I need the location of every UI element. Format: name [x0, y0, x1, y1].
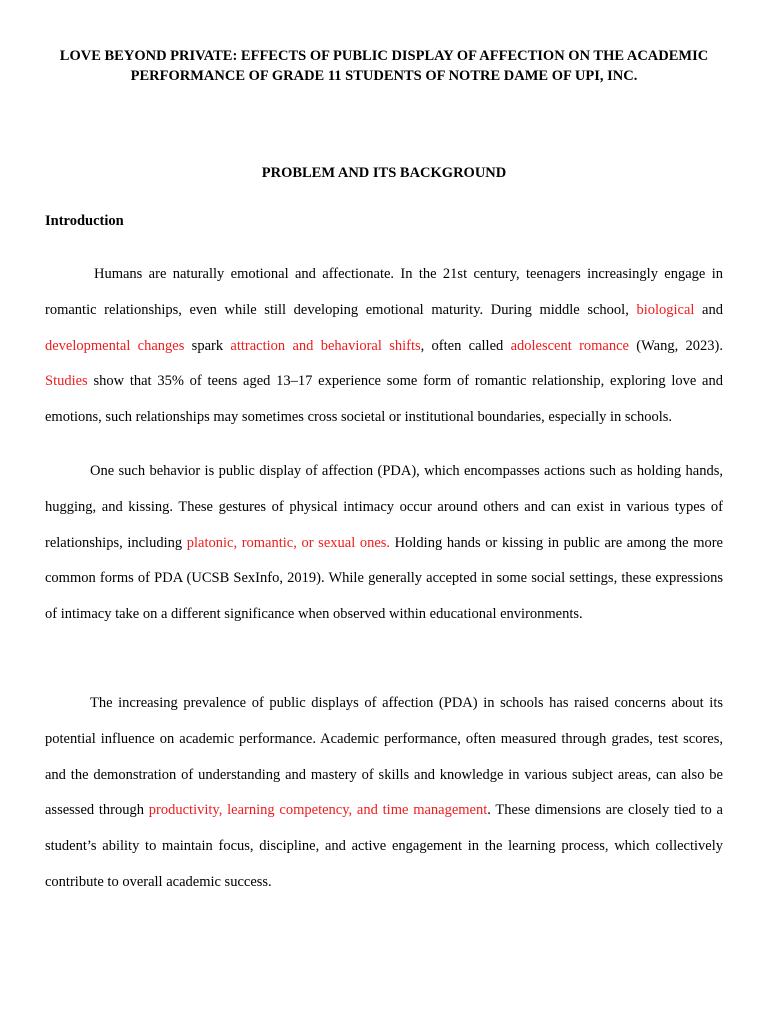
paragraph-2 — [45, 454, 723, 633]
highlighted-text: productivity, learning competency, and time management — [148, 802, 488, 819]
text-run: The increasing prevalence of public displays of affection (PDA) in schools has raised concerns about its potential influence on academic performance. Academic performance, often measured through grades, test scores, and the demonstration of understanding and mastery of skills and knowledge in various subject areas, can also be assessed through — [45, 695, 723, 819]
highlighted-text: Studies — [45, 373, 88, 390]
text-run: , often called — [420, 337, 511, 354]
text-run: One such behavior is public display of affection (PDA), which encompasses actions such as holding hands, hugging, and kissing. These gestures of physical intimacy occur around others and can exist in various types of relationships, including — [45, 463, 723, 551]
text-run: Humans are naturally emotional and affectionate. In the 21st century, teenagers increasingly engage in romantic relationships, even while still developing emotional maturity. During middle school, — [45, 266, 723, 318]
highlighted-text: attraction and behavioral shifts — [230, 337, 421, 354]
text-run: (Wang, 2023). — [629, 337, 723, 354]
highlighted-text: adolescent romance — [510, 337, 629, 354]
text-run: Holding hands or kissing in public are among the more common forms of PDA (UCSB SexInfo, 2019). While generally accepted in some social settings, these expressions of intimacy take on a different significance when observed within educational environments. — [45, 534, 723, 623]
text-run: show that 35% of teens aged 13–17 experience some form of romantic relationship, exploring love and emotions, such relationships may sometimes cross societal or institutional boundaries, especially in schools. — [45, 373, 723, 426]
text-run: and — [694, 301, 723, 318]
paragraph-1 — [45, 257, 723, 436]
document-title: LOVE BEYOND PRIVATE: EFFECTS OF PUBLIC DISPLAY OF AFFECTION ON THE ACADEMIC PERFORMANCE OF GRADE 11 STUDENTS OF NOTRE DAME OF UPI, INC. — [59, 48, 709, 84]
highlighted-text: platonic, romantic, or sexual ones. — [186, 534, 391, 551]
highlighted-text: biological — [636, 301, 695, 318]
paragraph-3 — [45, 686, 723, 901]
chapter-heading: PROBLEM AND ITS BACKGROUND — [261, 165, 507, 181]
text-run: . These dimensions are closely tied to a student’s ability to maintain focus, discipline, and active engagement in the learning process, which collectively contribute to overall academic success. — [45, 802, 723, 890]
text-run: spark — [184, 337, 231, 354]
highlighted-text: developmental changes — [45, 337, 185, 354]
section-heading: Introduction — [45, 213, 124, 229]
